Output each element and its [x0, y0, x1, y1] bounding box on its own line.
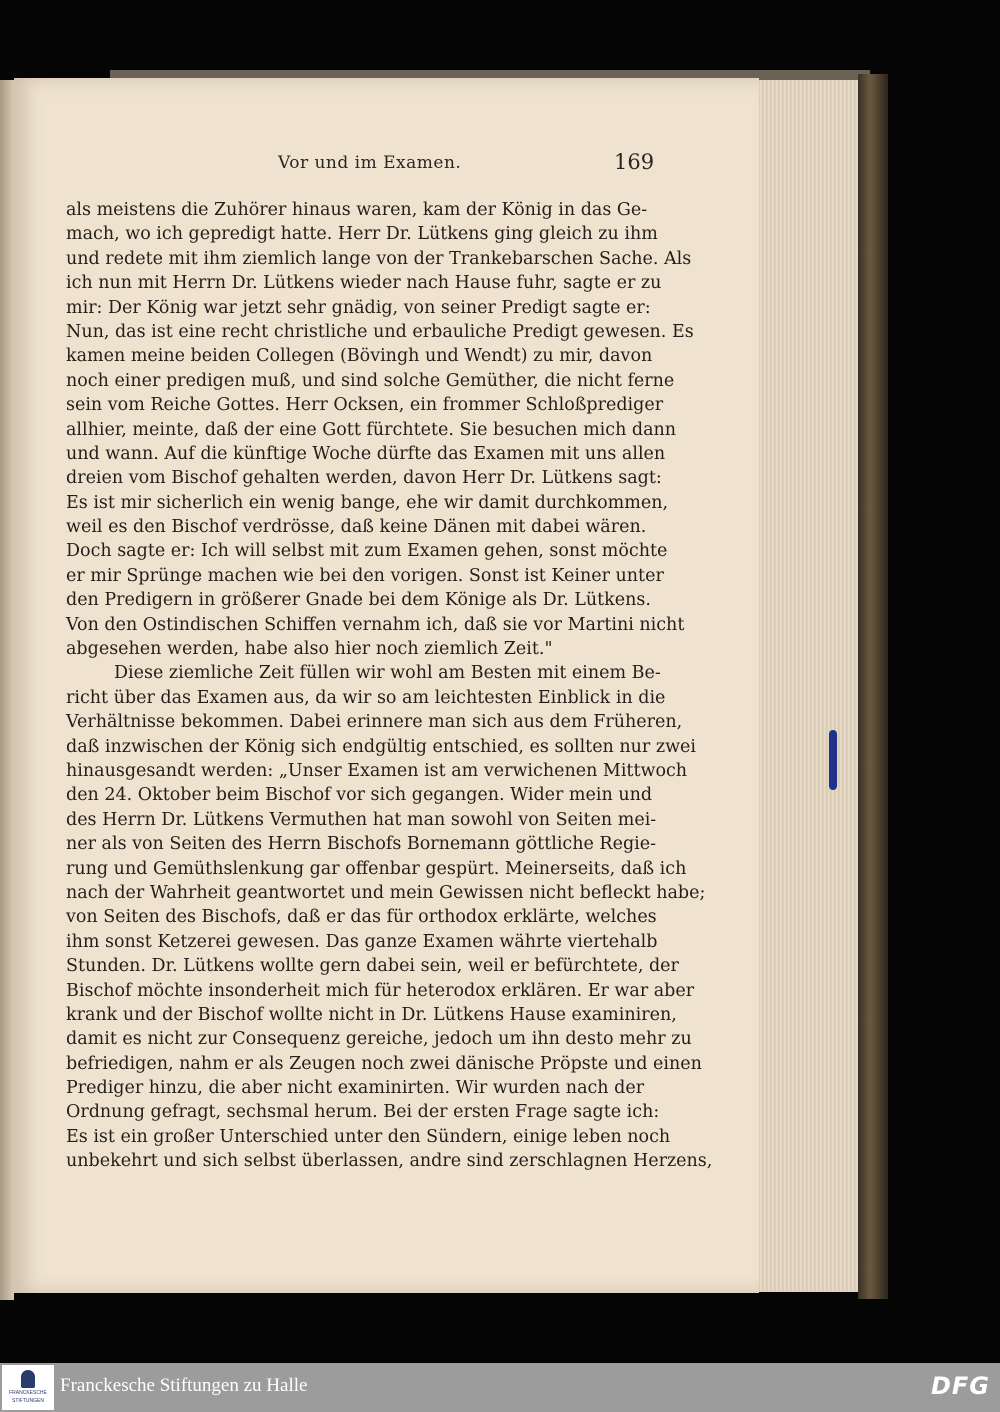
- text-line: als meistens die Zuhörer hinaus waren, kam der König in das Ge-: [66, 200, 648, 220]
- text-line: rung und Gemüthslenkung gar offenbar gespürt. Meinerseits, daß ich: [66, 858, 687, 879]
- text-line: mir: Der König war jetzt sehr gnädig, von seiner Predigt sagte er:: [66, 297, 651, 318]
- text-line: allhier, meinte, daß der eine Gott fürchtete. Sie besuchen mich dann: [66, 419, 677, 440]
- text-line: unbekehrt und sich selbst überlassen, andre sind zerschlagnen Herzens,: [66, 1151, 713, 1172]
- body-text: [66, 198, 713, 1174]
- text-line: den Predigern in größerer Gnade bei dem Könige als Dr. Lütkens.: [66, 590, 651, 611]
- text-line: Es ist ein großer Unterschied unter den Sündern, einige leben noch: [66, 1126, 671, 1147]
- francke-figure-icon: [21, 1370, 35, 1388]
- text-line: befriedigen, nahm er als Zeugen noch zwei dänische Pröpste und einen: [66, 1053, 702, 1074]
- text-line: Es ist mir sicherlich ein wenig bange, ehe wir damit durchkommen,: [66, 492, 669, 513]
- text-line: Nun, das ist eine recht christliche und erbauliche Predigt gewesen. Es: [66, 321, 694, 342]
- institution-name: Franckesche Stiftungen zu Halle: [60, 1375, 308, 1396]
- text-line: dreien vom Bischof gehalten werden, davon Herr Dr. Lütkens sagt:: [66, 468, 662, 489]
- francke-logo[interactable]: [2, 1365, 54, 1410]
- bookmark-ribbon: [829, 730, 837, 790]
- left-page-edge: [0, 80, 14, 1300]
- text-line: weil es den Bischof verdrösse, daß keine Dänen mit dabei wären.: [66, 517, 647, 538]
- text-line: mach, wo ich gepredigt hatte. Herr Dr. Lütkens ging gleich zu ihm: [66, 224, 658, 245]
- text-line: ner als von Seiten des Herrn Bischofs Bornemann göttliche Regie-: [66, 834, 657, 855]
- page-number: 169: [614, 150, 655, 174]
- text-line: hinausgesandt werden: „Unser Examen ist am verwichenen Mittwoch: [66, 760, 688, 781]
- logo-text-line-2: STIFTUNGEN: [12, 1398, 44, 1404]
- text-line: und redete mit ihm ziemlich lange von der Trankebarschen Sache. Als: [66, 248, 692, 269]
- text-line: Verhältnisse bekommen. Dabei erinnere man sich aus dem Früheren,: [66, 712, 683, 733]
- text-line: Stunden. Dr. Lütkens wollte gern dabei sein, weil er befürchtete, der: [66, 956, 679, 977]
- logo-text-line-1: FRANCKESCHE: [9, 1390, 47, 1396]
- page-edges: [752, 80, 863, 1292]
- text-line: Bischof möchte insonderheit mich für heterodox erklären. Er war aber: [66, 980, 695, 1001]
- text-line: ihm sonst Ketzerei gewesen. Das ganze Examen währte viertehalb: [66, 931, 658, 952]
- text-line: Diese ziemliche Zeit füllen wir wohl am Besten mit einem Be-: [114, 663, 661, 684]
- text-line: ich nun mit Herrn Dr. Lütkens wieder nach Hause fuhr, sagte er zu: [66, 273, 662, 294]
- text-line: den 24. Oktober beim Bischof vor sich gegangen. Wider mein und: [66, 785, 653, 806]
- text-line: des Herrn Dr. Lütkens Vermuthen hat man sowohl von Seiten mei-: [66, 809, 657, 830]
- text-line: richt über das Examen aus, da wir so am leichtesten Einblick in die: [66, 687, 666, 708]
- text-line: damit es nicht zur Consequenz gereiche, jedoch um ihn desto mehr zu: [66, 1029, 692, 1050]
- text-line: und wann. Auf die künftige Woche dürfte das Examen mit uns allen: [66, 443, 666, 464]
- text-line: er mir Sprünge machen wie bei den vorigen. Sonst ist Keiner unter: [66, 565, 664, 586]
- text-line: abgesehen werden, habe also hier noch ziemlich Zeit.": [66, 639, 553, 660]
- text-line: daß inzwischen der König sich endgültig entschied, es sollten nur zwei: [66, 736, 697, 757]
- running-head: Vor und im Examen.: [278, 153, 462, 173]
- text-line: Prediger hinzu, die aber nicht examinirten. Wir wurden nach der: [66, 1078, 645, 1099]
- text-line: nach der Wahrheit geantwortet und mein Gewissen nicht befleckt habe;: [66, 882, 706, 903]
- text-line: Von den Ostindischen Schiffen vernahm ich, daß sie vor Martini nicht: [66, 614, 685, 635]
- text-line: Ordnung gefragt, sechsmal herum. Bei der ersten Frage sagte ich:: [66, 1102, 660, 1123]
- text-line: noch einer predigen muß, und sind solche Gemüther, die nicht ferne: [66, 370, 675, 391]
- text-line: krank und der Bischof wollte nicht in Dr. Lütkens Hause examiniren,: [66, 1004, 677, 1025]
- text-line: von Seiten des Bischofs, daß er das für orthodox erklärte, welches: [66, 907, 657, 928]
- text-line: Doch sagte er: Ich will selbst mit zum Examen gehen, sonst möchte: [66, 541, 668, 562]
- dfg-logo[interactable]: DFG: [930, 1372, 990, 1400]
- text-line: sein vom Reiche Gottes. Herr Ocksen, ein frommer Schloßprediger: [66, 395, 664, 416]
- text-line: kamen meine beiden Collegen (Bövingh und Wendt) zu mir, davon: [66, 346, 653, 367]
- book-cover-edge: [858, 74, 888, 1299]
- footer-bar: [0, 1363, 1000, 1412]
